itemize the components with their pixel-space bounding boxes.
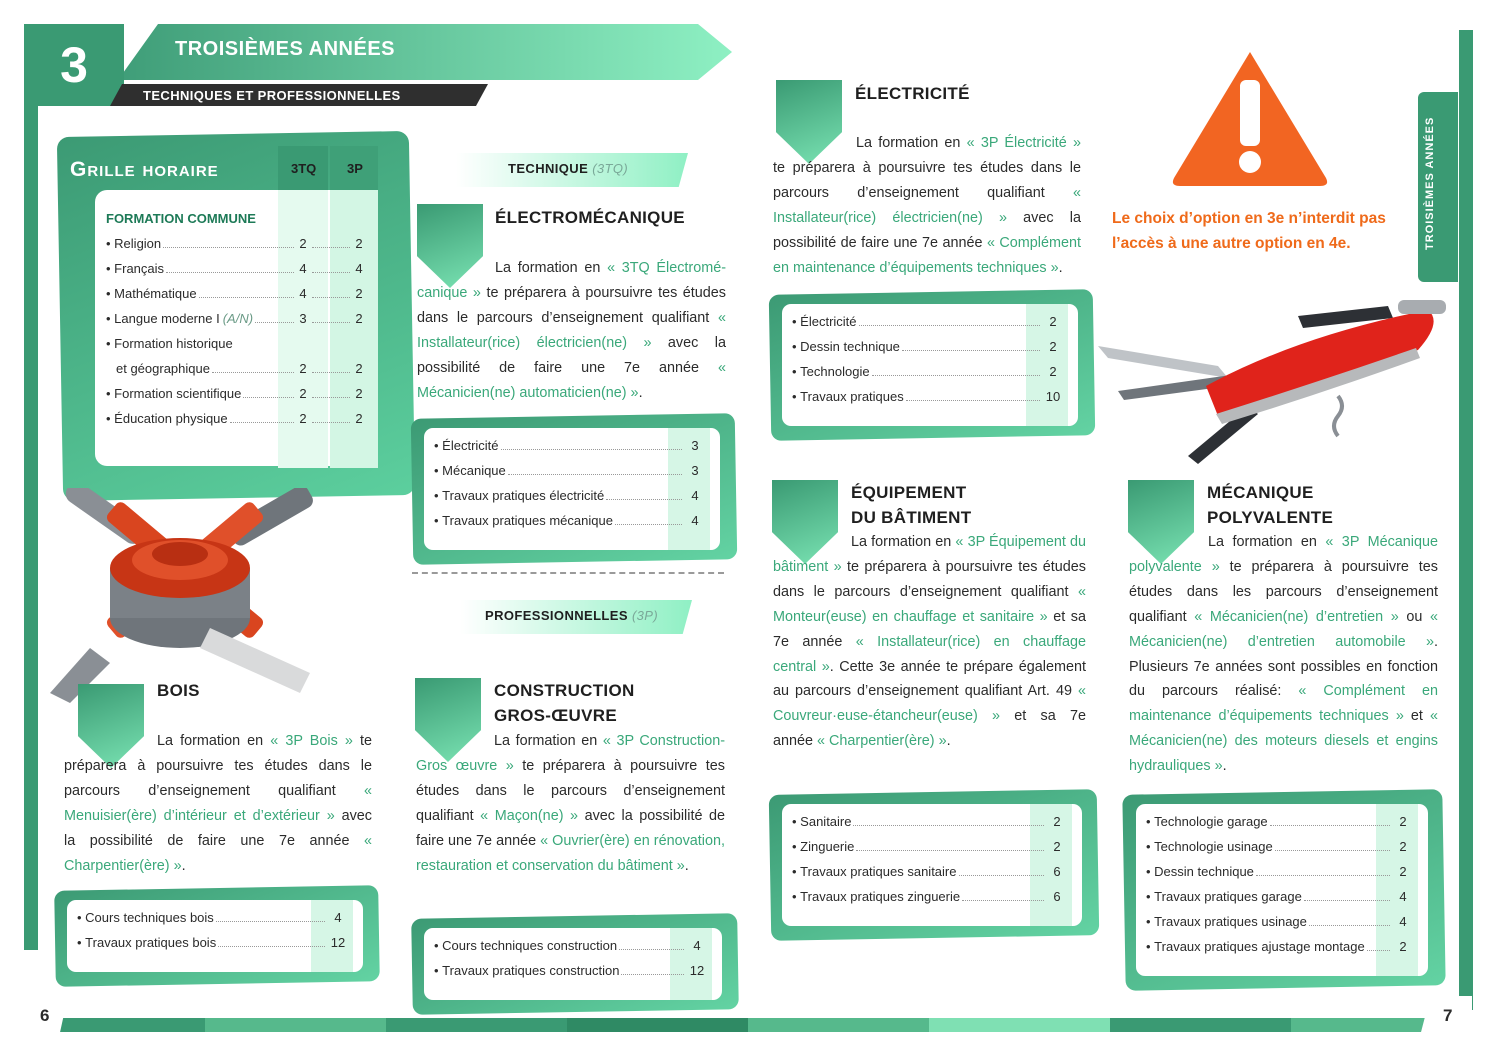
col-header-3p: 3P [347,161,363,176]
chapter-number: 3 [24,24,124,106]
electromecanique-table-row: • Travaux pratiques électricité 4 [434,488,699,503]
grille-row: • Français 4 4 [106,261,363,276]
grille-row: • Mathématique 4 2 [106,286,363,301]
equipement-table-row: • Zinguerie 2 [792,839,1061,854]
multitool-illustration [30,488,320,708]
mecanique-table-row: • Travaux pratiques ajustage montage 2 [1146,939,1407,954]
warning-text: Le choix d’option en 3e n’interdit pas l’accès à une autre option en 4e. [1112,210,1386,252]
technique-tag-text: TECHNIQUE (3TQ) [508,161,629,176]
electricite-title: ÉLECTRICITÉ [855,84,970,103]
construction-title: CONSTRUCTION GROS-ŒUVRE [494,681,635,725]
electromecanique-table-row: • Travaux pratiques mécanique 4 [434,513,699,528]
col-header-3tq: 3TQ [291,161,317,176]
equipement-text: La formation en « 3P Équipement du bâtiment » te préparera à poursuivre tes études dans le parcours d’enseignement qualifiant « Monteur(euse) en chauffage et sanitaire » et sa 7e année « Installateur(rice) en chauffage central ». Cette 3e année te prépare également au parcours d’enseignement qualifiant Art. 49 « Couvreur·euse-étancheur(euse) » et sa 7e année « Charpentier(ère) ». [773,534,1087,750]
mecanique-table-row: • Technologie usinage 2 [1146,839,1407,854]
page-number-right: 7 [1443,1006,1453,1025]
formation-commune-title: FORMATION COMMUNE [106,211,256,226]
equipement-table-row: • Sanitaire 2 [792,814,1061,829]
grille-row: • Religion 2 2 [106,236,363,251]
electromecanique-table-row: • Mécanique 3 [434,463,699,478]
electromecanique-table-row: • Électricité 3 [434,438,699,453]
grille-row-label: • Formation historique [106,336,233,351]
frame-right [1459,30,1473,1010]
equipement-title: ÉQUIPEMENT DU BÂTIMENT [851,483,972,527]
electricite-table-row: • Dessin technique 2 [792,339,1057,354]
construction-text: La formation en « 3P Construction-Gros œuvre » te préparera à poursuivre tes études dans le parcours d’enseignement qualifiant « Maçon(ne) » avec la possibilité de faire une 7e année « Ouvrier(ère) en rénovation, restauration et conservation du bâtiment ». [416,733,725,874]
page-subtitle: TECHNIQUES ET PROFESSIONNELLES [143,88,401,103]
electricite-text: La formation en « 3P Électricité » te préparera à poursuivre tes études dans le parcours d’enseignement qualifiant « Installateur(rice) électricien(ne) » avec la possibilité de faire une 7e année « Complément en maintenance d’équipements techniques ». [773,135,1081,276]
grille-row: • Formation scientifique 2 2 [106,386,363,401]
electromecanique-title: ÉLECTROMÉCANIQUE [495,208,685,227]
bois-text: La formation en « 3P Bois » te préparera à poursuivre tes études dans le parcours d’enseignement qualifiant « Menuisier(ère) d’intérieur et d’extérieur » avec la possibilité de faire une 7e année « Charpentier(ère) ». [64,733,372,874]
bois-table-row: • Cours techniques bois 4 [77,910,342,925]
mecanique-table-row: • Technologie garage 2 [1146,814,1407,829]
bois-table-row: • Travaux pratiques bois 12 [77,935,346,950]
warning-icon [1168,46,1332,190]
swiss-knife-illustration [1098,296,1450,466]
mecanique-table-row: • Dessin technique 2 [1146,864,1407,879]
mecanique-text: La formation en « 3P Mécanique polyvalente » te préparera à poursuivre tes études dans les parcours d’enseignement qualifiant « Mécanicien(ne) d’entretien » ou « Mécanicien(ne) d’entretien automobile ». Plusieurs 7e années sont possibles en fonction du parcours réalisé: « Complément en maintenance d’équipements techniques » et « Mécanicien(ne) des moteurs diesels et engins hydrauliques ». [1129,534,1439,775]
page-number-left: 6 [40,1006,50,1025]
equipement-table-row: • Travaux pratiques zinguerie 6 [792,889,1061,904]
side-tab-label: TROISIÈMES ANNÉES [1424,116,1436,250]
construction-table-row: • Travaux pratiques construction 12 [434,963,705,978]
electricite-table-row: • Travaux pratiques 10 [792,389,1061,404]
grille-row: • Éducation physique 2 2 [106,411,363,426]
frame-left [24,24,38,950]
page-title: TROISIÈMES ANNÉES [175,38,396,60]
mecanique-title: MÉCANIQUE POLYVALENTE [1207,483,1334,527]
grille-row: • Langue moderne I (A/N) 3 2 [106,311,363,326]
divider [412,572,724,574]
professionnelles-tag-text: PROFESSIONNELLES (3P) [485,608,659,623]
mecanique-table-row: • Travaux pratiques garage 4 [1146,889,1407,904]
frame-bottom [24,1018,1472,1032]
construction-table-row: • Cours techniques construction 4 [434,938,701,953]
mecanique-table-row: • Travaux pratiques usinage 4 [1146,914,1407,929]
grille-horaire-title: Grille horaire [70,158,219,181]
electricite-table-row: • Électricité 2 [792,314,1057,329]
electromecanique-text: La formation en « 3TQ Électromé-canique » te préparera à poursuivre tes études dans le parcours d’enseignement qualifiant « Installateur(rice) électricien(ne) » avec la possibilité de faire une 7e année « Mécanicien(ne) automaticien(ne) ». [417,260,727,401]
equipement-table-row: • Travaux pratiques sanitaire 6 [792,864,1061,879]
electricite-table-row: • Technologie 2 [792,364,1057,379]
bois-title: BOIS [157,681,200,700]
grille-row: et géographique 2 2 [116,361,363,376]
